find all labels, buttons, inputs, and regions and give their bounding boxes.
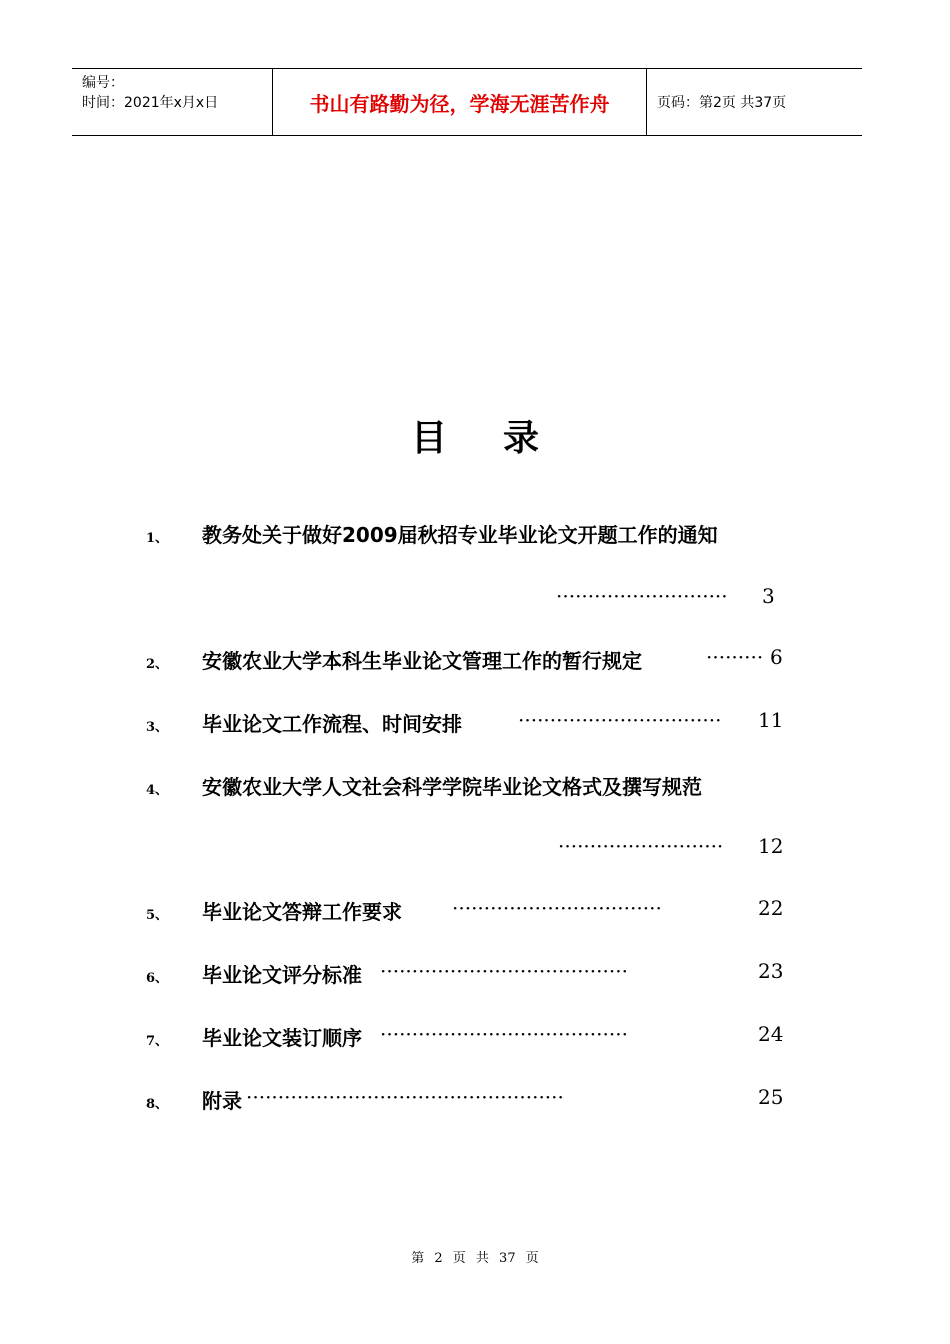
header-meta [72,69,273,135]
toc-number: 5、 [146,908,169,923]
toc-leader: ··························· [556,584,728,608]
toc-title: 附录 [202,1089,242,1113]
toc-title: 毕业论文工作流程、时间安排 [202,712,462,736]
toc-title: 毕业论文答辩工作要求 [202,900,402,924]
toc-leader: ······································· [380,1022,628,1046]
toc-number: 7、 [146,1034,169,1049]
toc-title: 安徽农业大学本科生毕业论文管理工作的暂行规定 [202,649,642,673]
date-label: 时间：2021年x月x日 [82,95,219,111]
toc-leader: ······································· [380,959,628,983]
page-footer: 第 2 页 共 37 页 [411,1251,539,1266]
toc-page-number: 11 [758,708,784,732]
toc-page-number: 12 [758,834,784,858]
page-title: 目录 [410,418,595,459]
toc-number: 1、 [146,531,169,546]
toc-leader: ·························· [558,834,724,858]
toc-leader: ································· [452,896,662,920]
toc-number: 4、 [146,783,169,798]
toc-leader: ································ [518,708,722,732]
toc-number: 2、 [146,657,169,672]
toc-number: 3、 [146,720,169,735]
toc-page-number: 6 [770,645,783,669]
toc-page-number: 3 [762,584,775,608]
toc-page-number: 24 [758,1022,784,1046]
header-motto: 书山有路勤为径，学海无涯苦作舟 [273,69,647,135]
toc-title: 毕业论文装订顺序 [202,1026,362,1050]
serial-label: 编号： [82,75,124,91]
toc-title: 教务处关于做好2009届秋招专业毕业论文开题工作的通知 [202,523,718,547]
toc-page-number: 23 [758,959,784,983]
toc-title: 毕业论文评分标准 [202,963,362,987]
toc-leader: ········· [706,645,764,669]
header-page-label: 页码：第2页 共37页 [657,95,787,111]
toc-number: 6、 [146,971,169,986]
toc-page-number: 22 [758,896,784,920]
page-header [72,68,862,136]
toc-number: 8、 [146,1097,169,1112]
toc-page-number: 25 [758,1085,784,1109]
toc-leader: ·················································· [246,1085,564,1109]
toc-title: 安徽农业大学人文社会科学学院毕业论文格式及撰写规范 [202,775,702,799]
